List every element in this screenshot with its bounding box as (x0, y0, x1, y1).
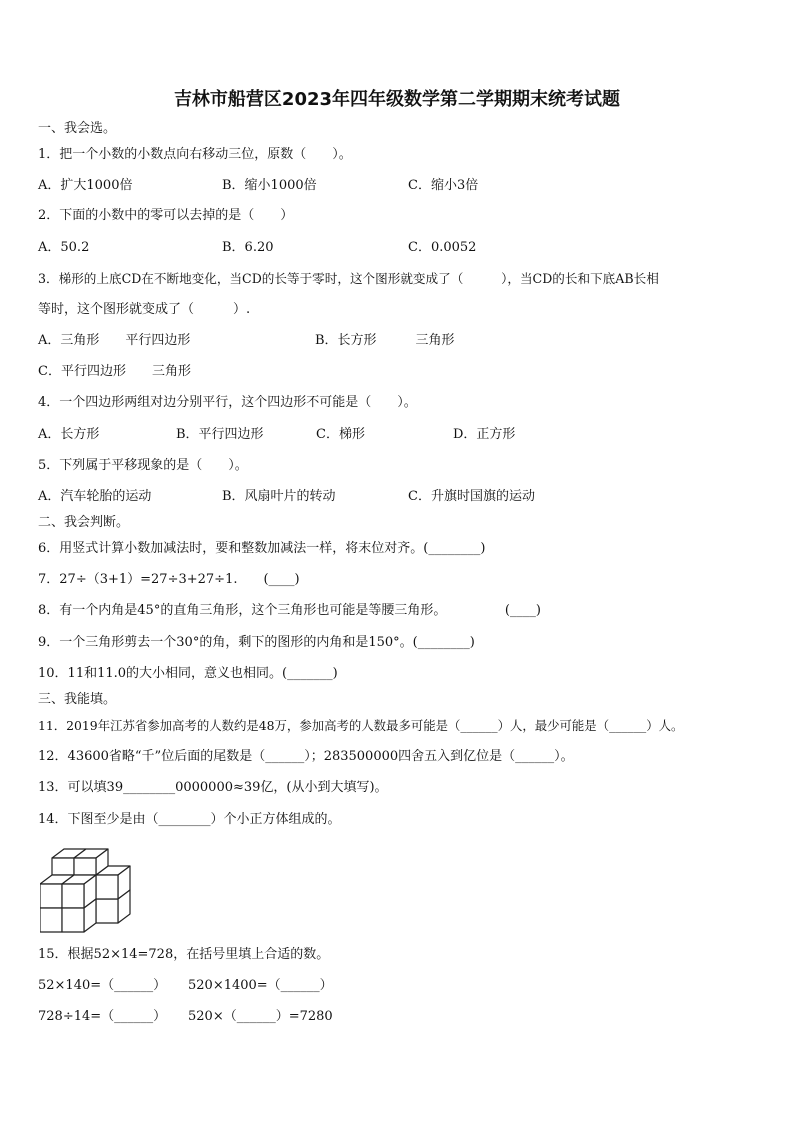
q15-item-2: 520×1400=（______） (188, 978, 333, 993)
question-3-line-1: 3．梯形的上底CD在不断地变化，当CD的长等于零时，这个图形就变成了（ ），当CD的长和下底AB长相 (38, 271, 659, 286)
section-1-heading: 一、我会选。 (38, 121, 117, 136)
question-3-line-2: 等时，这个图形就变成了（ ）. (38, 302, 251, 317)
question-14: 14．下图至少是由（________）个小正方体组成的。 (38, 812, 341, 827)
q4-option-b: B．平行四边形 (176, 427, 264, 442)
q15-item-3: 728÷14=（______） (38, 1009, 167, 1024)
cube-stack-figure (40, 842, 136, 934)
question-7: 7．27÷（3+1）=27÷3+27÷1. (____) (38, 572, 300, 587)
q1-option-b: B．缩小1000倍 (222, 178, 317, 193)
q2-option-a: A．50.2 (38, 240, 90, 255)
question-13: 13．可以填39________0000000≈39亿，(从小到大填写)。 (38, 780, 388, 795)
page-title: 吉林市船营区2023年四年级数学第二学期期末统考试题 (173, 89, 621, 110)
q15-item-1: 52×140=（______） (38, 978, 167, 993)
question-1: 1．把一个小数的小数点向右移动三位，原数（ ）。 (38, 147, 352, 162)
q5-option-b: B．风扇叶片的转动 (222, 489, 336, 504)
question-2: 2．下面的小数中的零可以去掉的是（ ） (38, 208, 294, 223)
question-10: 10．11和11.0的大小相同，意义也相同。(_______) (38, 666, 338, 681)
question-11: 11．2019年江苏省参加高考的人数约是48万，参加高考的人数最多可能是（______）人，最少可能是（______）人。 (38, 718, 684, 733)
q1-option-a: A．扩大1000倍 (38, 178, 133, 193)
q3-option-a: A．三角形 平行四边形 (38, 333, 191, 348)
q4-option-c: C．梯形 (316, 427, 365, 442)
question-12: 12．43600省略“千”位后面的尾数是（______）；283500000四舍五入到亿位是（______）。 (38, 749, 574, 764)
q4-option-a: A．长方形 (38, 427, 100, 442)
question-6: 6．用竖式计算小数加减法时，要和整数加减法一样，将末位对齐。(________) (38, 541, 486, 556)
q15-item-4: 520×（______）=7280 (188, 1009, 333, 1024)
q1-option-c: C．缩小3倍 (408, 178, 479, 193)
section-2-heading: 二、我会判断。 (38, 515, 130, 530)
question-4: 4．一个四边形两组对边分别平行，这个四边形不可能是（ ）。 (38, 395, 417, 410)
q5-option-a: A．汽车轮胎的运动 (38, 489, 152, 504)
q4-option-d: D．正方形 (453, 427, 516, 442)
question-15: 15．根据52×14=728，在括号里填上合适的数。 (38, 947, 330, 962)
question-9: 9．一个三角形剪去一个30°的角，剩下的图形的内角和是150°。(________) (38, 635, 475, 650)
q3-option-c: C．平行四边形 三角形 (38, 364, 191, 379)
q2-option-b: B．6.20 (222, 240, 274, 255)
section-3-heading: 三、我能填。 (38, 692, 117, 707)
q5-option-c: C．升旗时国旗的运动 (408, 489, 535, 504)
q2-option-c: C．0.0052 (408, 240, 477, 255)
q3-option-b: B．长方形 三角形 (315, 333, 455, 348)
question-5: 5．下列属于平移现象的是（ ）。 (38, 458, 248, 473)
question-8: 8．有一个内角是45°的直角三角形，这个三角形也可能是等腰三角形。 (____) (38, 603, 541, 618)
